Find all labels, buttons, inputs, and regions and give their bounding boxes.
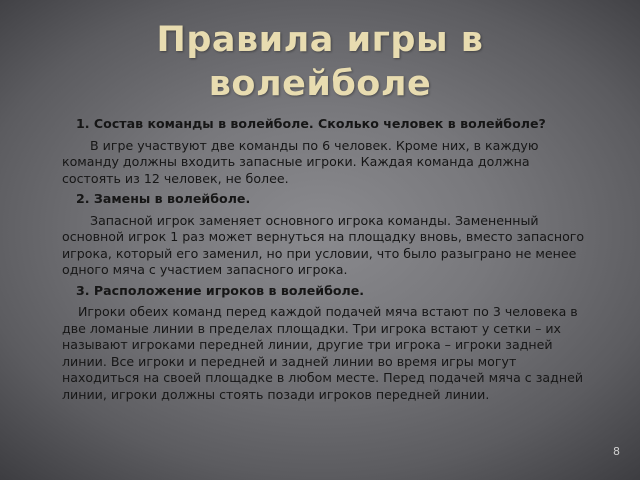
section-heading-player-positions: 3. Расположение игроков в волейболе. [76,282,365,298]
section-text-substitutions: Запасной игрок заменяет основного игрока команды. Замененный основной игрок 1 раз может вернуться на площадку вновь, вместо запасного игрока, который его заменил, но при условии, что было разыграно не менее одного мяча с участием запасного игрока. [62,212,585,277]
section-heading-team-composition: 1. Состав команды в волейболе. Сколько человек в волейболе? [76,116,546,131]
section-heading-substitutions: 2. Замены в волейболе. [76,191,251,206]
slide-title: Правила игры в волейболе [156,20,484,104]
section-text-team-composition: В игре участвуют две команды по 6 человек. Кроме них, в каждую команду должны входить запасные игроки. Каждая команда должна состоять из 12 человек, не более. [62,137,539,186]
page-number: 8 [613,445,620,458]
slide-content [62,116,588,407]
section-text-player-positions: Игроки обеих команд перед каждой подачей мяча встают по 3 человека в две ломаные линии в пределах площадки. Три игрока встают у сетки – их называют игроками передней линии, другие три игрока – игроки задней линии. Все игроки и передней и задней линии во время игры могут находиться на своей площадке в любом месте. Перед подачей мяча с задней линии, игроки должны стоять позади игроков передней линии. [62,304,584,402]
